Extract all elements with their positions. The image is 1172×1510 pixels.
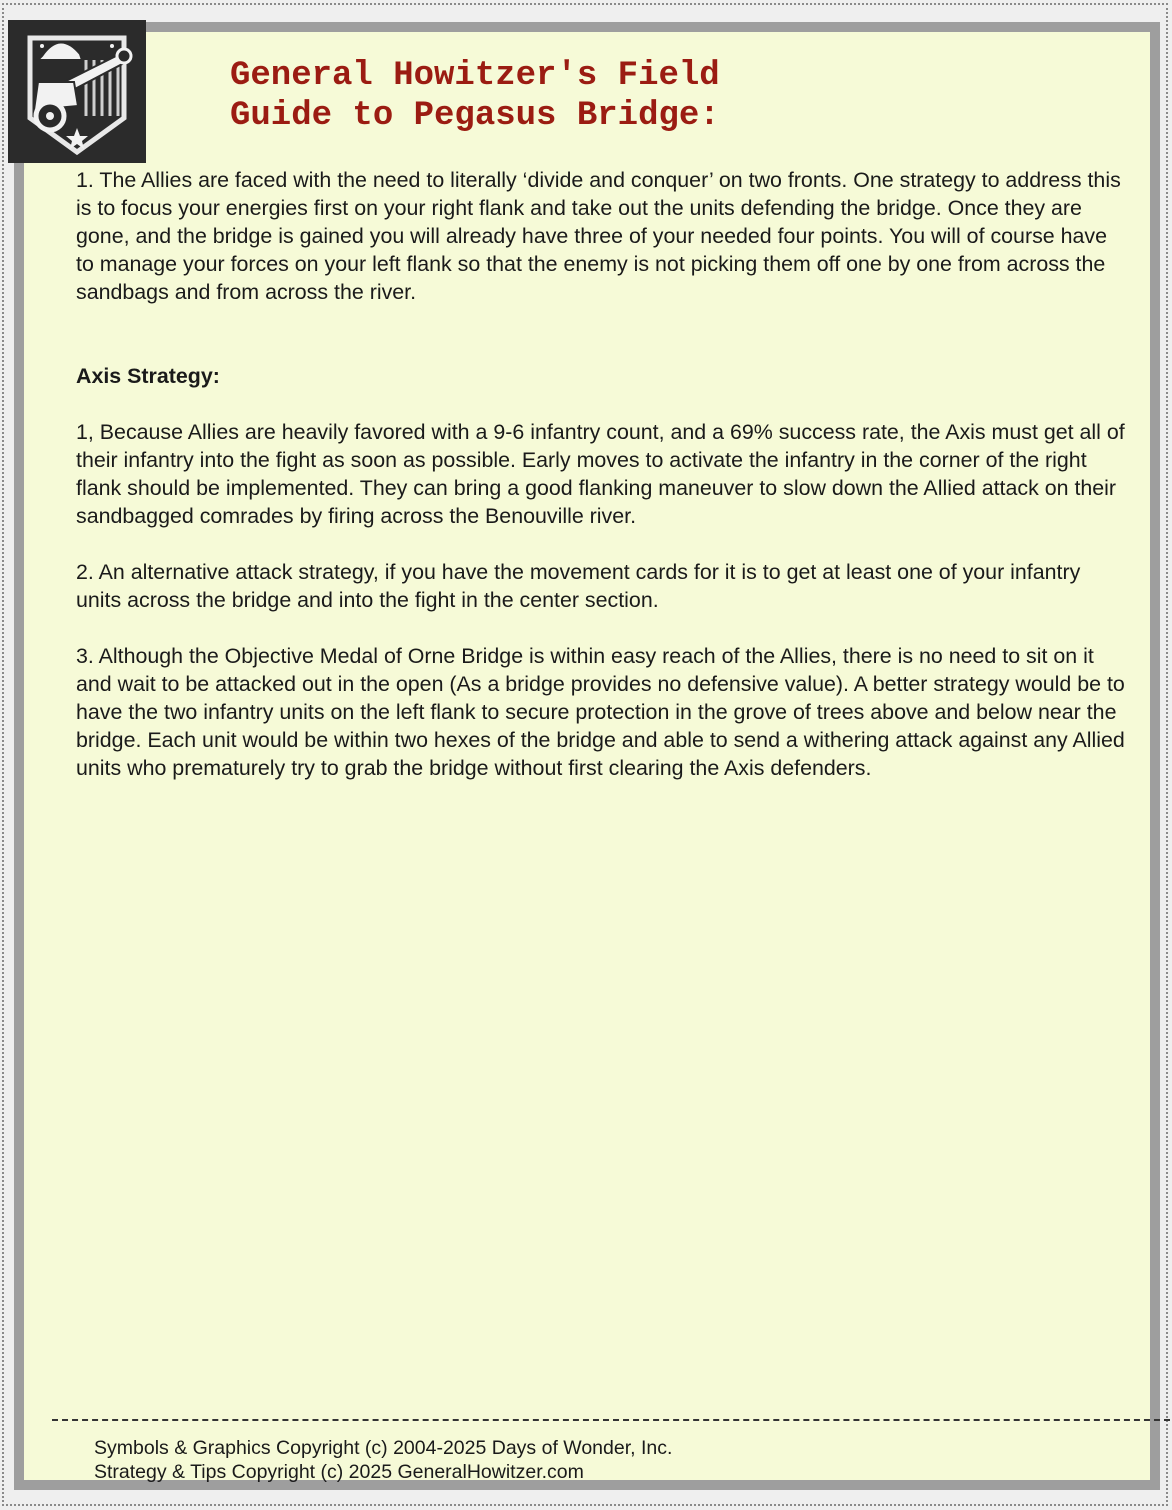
copyright-general-howitzer: Strategy & Tips Copyright (c) 2025 GeneralHowitzer.com: [94, 1461, 584, 1483]
spacer: [76, 530, 1126, 558]
spacer: [76, 306, 1126, 362]
axis-strategy-tip: 3. Although the Objective Medal of Orne Bridge is within easy reach of the Allies, there is no need to sit on it and wait to be attacked out in the open (As a bridge provides no defensive value). A better strategy would be to have the two infantry units on the left flank to secure protection in the grove of trees above and below near the bridge. Each unit would be within two hexes of the bridge and able to send a withering attack against any Allied units who prematurely try to grab the bridge without first clearing the Axis defenders.: [76, 644, 1125, 780]
howitzer-cannon-badge-icon: [8, 20, 146, 163]
axis-strategy-heading: Axis Strategy:: [76, 364, 220, 388]
spacer: [76, 614, 1126, 642]
copyright-days-of-wonder: Symbols & Graphics Copyright (c) 2004-2025 Days of Wonder, Inc.: [94, 1437, 673, 1459]
axis-strategy-tip: 1, Because Allies are heavily favored with a 9-6 infantry count, and a 69% success rate, the Axis must get all of their infantry into the fight as soon as possible. Early moves to activate the infantry in the corner of the right flank should be implemented. They can bring a good flanking maneuver to slow down the Allied attack on their sandbagged comrades by firing across the Benouville river.: [76, 420, 1125, 528]
spacer: [76, 390, 1126, 418]
footer-divider: [52, 1419, 1170, 1421]
allied-strategy-tip: 1. The Allies are faced with the need to literally ‘divide and conquer’ on two fronts. One strategy to address this is to focus your energies first on your right flank and take out the units defending the bridge. Once they are gone, and the bridge is gained you will already have three of your needed four points. You will of course have to manage your forces on your left flank so that the enemy is not picking them off one by one from across the sandbags and from across the river.: [76, 168, 1121, 304]
axis-strategy-tip: 2. An alternative attack strategy, if you have the movement cards for it is to get at least one of your infantry units across the bridge and into the fight in the center section.: [76, 560, 1081, 612]
strategy-content: [76, 166, 1126, 782]
title-line-2: Guide to Pegasus Bridge:: [230, 97, 720, 135]
title-line-1: General Howitzer's Field: [230, 57, 720, 95]
page-title: [230, 56, 720, 136]
footer: [94, 1436, 672, 1484]
